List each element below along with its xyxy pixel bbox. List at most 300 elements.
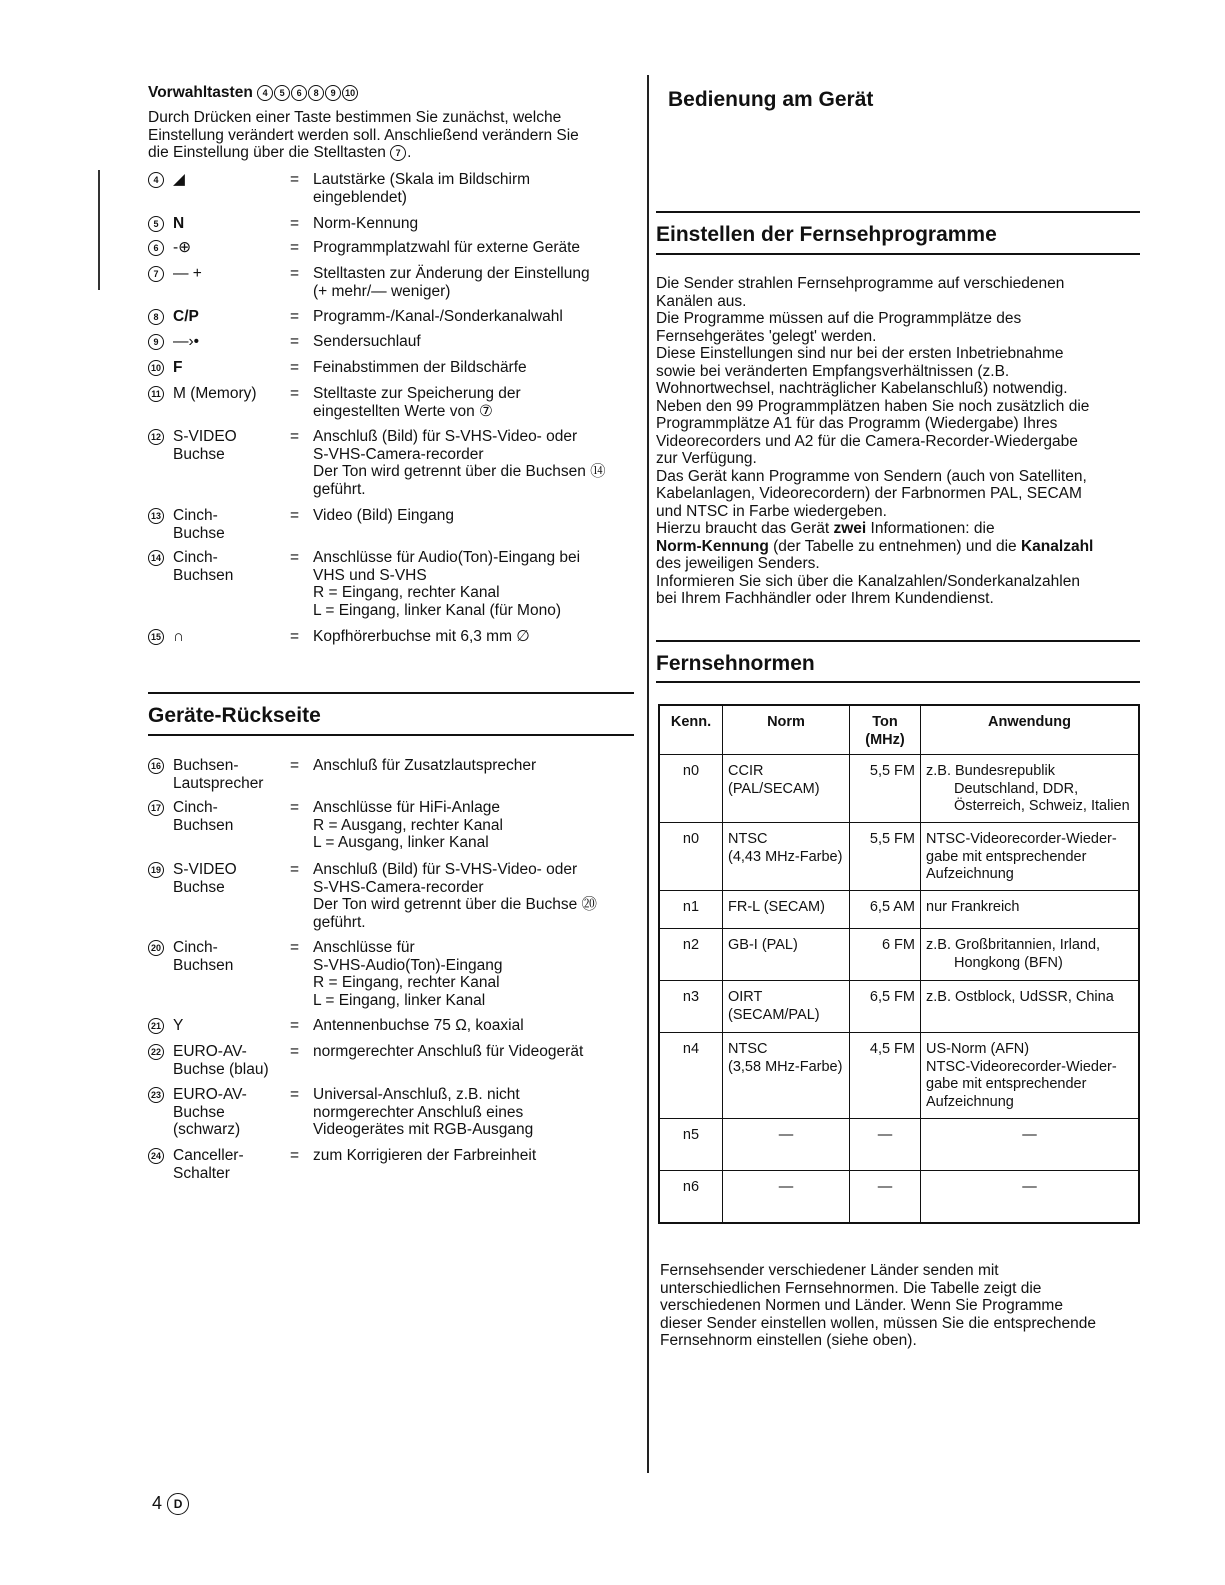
- control-number: 17: [148, 800, 164, 816]
- control-label: [173, 939, 233, 974]
- control-label: [173, 549, 233, 584]
- control-description: [313, 1086, 638, 1139]
- control-key: [148, 1086, 288, 1139]
- cell-norm: [723, 823, 850, 891]
- cell-line: Aufzeichnung: [926, 1093, 1014, 1110]
- cell-line: z.B. Großbritannien, Irland,: [926, 937, 1101, 953]
- control-label-line: Buchsen: [173, 816, 234, 834]
- margin-mark: [98, 170, 100, 290]
- cell-line: nur Frankreich: [926, 899, 1020, 915]
- control-key: [148, 939, 288, 974]
- control-label: [173, 359, 182, 377]
- equals-sign: =: [290, 757, 300, 774]
- cell-anwendung: [921, 1171, 1140, 1223]
- table-row: [659, 1033, 1139, 1119]
- table-row: [659, 1171, 1139, 1223]
- control-label: [173, 507, 225, 542]
- control-label: [173, 333, 199, 351]
- description-line: L = Ausgang, linker Kanal: [313, 834, 489, 851]
- circled-number: 8: [308, 85, 324, 101]
- control-label-line: C/P: [173, 308, 199, 325]
- einstellen-line: Diese Einstellungen sind nur bei der ersten Inbetriebnahme: [656, 345, 1064, 362]
- control-number: 24: [148, 1148, 164, 1164]
- cell-line: Österreich, Schweiz, Italien: [954, 798, 1130, 814]
- control-number-wrap: [148, 171, 173, 189]
- control-number: 9: [148, 334, 164, 350]
- table-row: [659, 1119, 1139, 1171]
- control-description: [313, 385, 638, 420]
- control-label: [173, 757, 263, 792]
- control-number-wrap: [148, 549, 173, 567]
- vorwahl-heading: [148, 84, 359, 102]
- cell-line: Deutschland, DDR,: [954, 780, 1079, 797]
- control-number-wrap: [148, 385, 173, 403]
- cell-kenn: n0: [659, 823, 723, 891]
- control-label-line: N: [173, 215, 185, 232]
- control-description: [313, 861, 638, 931]
- cell-kenn: n2: [659, 929, 723, 981]
- cell-anwendung: [921, 929, 1140, 981]
- cell-line: z.B. Bundesrepublik: [926, 763, 1055, 779]
- control-number: 16: [148, 758, 164, 774]
- control-key: [148, 628, 288, 646]
- einstellen-line: Programmplätze A1 für das Programm (Wiedergabe) Ihres: [656, 415, 1058, 432]
- description-line: Stelltasten zur Änderung der Einstellung: [313, 265, 590, 282]
- control-label: [173, 215, 184, 233]
- description-line: Anschlüsse für Audio(Ton)-Eingang bei: [313, 549, 581, 566]
- cell-anwendung: [921, 1119, 1140, 1171]
- vorwahl-circles: [257, 84, 359, 101]
- cell-ton: 6 FM: [850, 929, 921, 981]
- control-number: 19: [148, 862, 164, 878]
- control-number-wrap: [148, 359, 173, 377]
- control-label-line: EURO-AV-: [173, 1043, 247, 1060]
- control-number: 12: [148, 429, 164, 445]
- description-line: Universal-Anschluß, z.B. nicht: [313, 1086, 520, 1103]
- cell-line: (PAL/SECAM): [728, 780, 820, 797]
- control-label-line: S-VIDEO: [173, 428, 237, 445]
- equals-sign: =: [290, 1147, 300, 1164]
- equals-sign: =: [290, 1043, 300, 1060]
- description-line: Antennenbuchse 75 Ω, koaxial: [313, 1017, 524, 1034]
- cell-line: gabe mit entsprechender: [926, 848, 1087, 865]
- description-line: Norm-Kennung: [313, 215, 419, 232]
- cell-line: Aufzeichnung: [926, 866, 1014, 882]
- control-description: [313, 265, 638, 300]
- cell-line: CCIR: [728, 763, 764, 779]
- control-description: [313, 1043, 638, 1061]
- einstellen-line: und NTSC in Farbe wiedergeben.: [656, 502, 887, 520]
- control-key: [148, 799, 288, 834]
- control-description: [313, 1017, 638, 1035]
- vorwahl-intro: [148, 109, 634, 162]
- einstellen-line: Kanälen aus.: [656, 292, 747, 310]
- control-label-line: Buchse: [173, 445, 225, 463]
- header-anwendung: Anwendung: [921, 705, 1140, 755]
- circled-number: 5: [274, 85, 290, 101]
- hierzu-text: Informationen: die: [866, 520, 995, 537]
- hierzu-line: [656, 520, 1142, 538]
- description-line: Feinabstimmen der Bildschärfe: [313, 359, 527, 376]
- cell-line: gabe mit entsprechender: [926, 1076, 1087, 1092]
- einstellen-title: Einstellen der Fernsehprogramme: [656, 223, 997, 246]
- cell-line: NTSC-Videorecorder-Wieder-: [926, 831, 1117, 847]
- control-label-line: Cinch-: [173, 507, 218, 524]
- table-row: [659, 823, 1139, 891]
- cell-anwendung: [921, 981, 1140, 1033]
- control-label-line: Cinch-: [173, 549, 218, 566]
- circled-number: 9: [325, 85, 341, 101]
- cell-ton: 5,5 FM: [850, 755, 921, 823]
- circled-number: 4: [257, 85, 273, 101]
- control-key: [148, 265, 288, 283]
- section-rule: [656, 681, 1140, 683]
- description-line: zum Korrigieren der Farbreinheit: [313, 1147, 537, 1164]
- cell-kenn: n0: [659, 755, 723, 823]
- description-line: geführt.: [313, 913, 366, 931]
- vorwahl-heading-text: Vorwahltasten: [148, 84, 253, 101]
- control-number: 23: [148, 1087, 164, 1103]
- einstellen-line: Die Programme müssen auf die Programmplätze des: [656, 310, 1022, 327]
- control-label-line: S-VIDEO: [173, 861, 237, 878]
- equals-sign: =: [290, 428, 300, 445]
- control-label: [173, 171, 185, 189]
- description-line: Der Ton wird getrennt über die Buchse ⑳: [313, 896, 598, 913]
- description-line: R = Eingang, rechter Kanal: [313, 584, 500, 601]
- cell-kenn: n1: [659, 891, 723, 929]
- description-line: (+ mehr/— weniger): [313, 282, 451, 300]
- einstellen-line: Die Sender strahlen Fernsehprogramme auf verschiedenen: [656, 275, 1065, 292]
- control-key: [148, 1017, 288, 1035]
- control-label-line: Buchsen: [173, 566, 234, 584]
- cell-ton: 6,5 FM: [850, 981, 921, 1033]
- control-key: [148, 1043, 288, 1078]
- control-description: [313, 507, 638, 525]
- control-label: [173, 861, 237, 896]
- norms-table: [658, 704, 1140, 1224]
- control-key: [148, 308, 288, 326]
- control-number-wrap: [148, 265, 173, 283]
- header-ton-line: Ton: [872, 714, 898, 730]
- cell-norm: [723, 755, 850, 823]
- control-number: 4: [148, 172, 164, 188]
- description-line: Programmplatzwahl für externe Geräte: [313, 239, 581, 256]
- page-number: [152, 1493, 190, 1515]
- control-key: [148, 757, 288, 792]
- control-number-wrap: [148, 1017, 173, 1035]
- control-label-line: Lautsprecher: [173, 774, 264, 792]
- description-line: Anschlüsse für: [313, 939, 415, 956]
- header-norm: Norm: [723, 705, 850, 755]
- description-line: S-VHS-Camera-recorder: [313, 878, 484, 896]
- description-line: eingeblendet): [313, 188, 407, 206]
- description-line: Sendersuchlauf: [313, 333, 421, 350]
- equals-sign: =: [290, 333, 300, 350]
- control-key: [148, 333, 288, 351]
- intro-line: Einstellung verändert werden soll. Anschließend verändern Sie: [148, 126, 579, 144]
- table-header-row: [659, 705, 1139, 755]
- jeweil-line: des jeweiligen Senders.: [656, 555, 820, 572]
- cell-norm: [723, 1119, 850, 1171]
- control-number-wrap: [148, 861, 173, 879]
- control-label-line: Buchsen-: [173, 757, 239, 774]
- control-label-line: ◢: [173, 171, 185, 188]
- control-number: 10: [148, 360, 164, 376]
- table-row: [659, 755, 1139, 823]
- cell-norm: [723, 929, 850, 981]
- control-label-line: Buchse: [173, 878, 225, 896]
- description-line: Videogerätes mit RGB-Ausgang: [313, 1121, 534, 1138]
- closing-line: verschiedenen Normen und Länder. Wenn Sie Programme: [660, 1297, 1063, 1314]
- cell-line: GB-I (PAL): [728, 937, 798, 953]
- cell-anwendung: [921, 891, 1140, 929]
- control-number-wrap: [148, 333, 173, 351]
- control-key: [148, 428, 288, 463]
- description-line: Anschlüsse für HiFi-Anlage: [313, 799, 500, 816]
- description-line: Anschluß für Zusatzlautsprecher: [313, 757, 537, 774]
- intro-line-text: die Einstellung über die Stelltasten: [148, 144, 386, 161]
- einstellen-line: Kabelanlagen, Videorecordern) der Farbnormen PAL, SECAM: [656, 485, 1082, 502]
- control-key: [148, 215, 288, 233]
- cell-kenn: n5: [659, 1119, 723, 1171]
- section-rule: [656, 253, 1140, 255]
- control-description: [313, 939, 638, 1009]
- control-label-line: — +: [173, 265, 202, 282]
- control-key: [148, 861, 288, 896]
- control-number: 13: [148, 508, 164, 524]
- control-label-line: Buchse: [173, 524, 225, 542]
- norm-text: (der Tabelle zu entnehmen) und die: [768, 537, 1021, 555]
- cell-line: z.B. Ostblock, UdSSR, China: [926, 989, 1114, 1005]
- cell-kenn: n4: [659, 1033, 723, 1119]
- header-ton: [850, 705, 921, 755]
- control-label-line: EURO-AV-: [173, 1086, 247, 1103]
- closing-line: unterschiedlichen Fernsehnormen. Die Tabelle zeigt die: [660, 1279, 1042, 1297]
- control-number: 22: [148, 1044, 164, 1060]
- table-row: [659, 929, 1139, 981]
- cell-ton: 4,5 FM: [850, 1033, 921, 1119]
- control-key: [148, 239, 288, 257]
- equals-sign: =: [290, 939, 300, 956]
- info-line: Informieren Sie sich über die Kanalzahlen/Sonderkanalzahlen: [656, 572, 1080, 590]
- control-label: [173, 1043, 269, 1078]
- cell-line: NTSC-Videorecorder-Wieder-: [926, 1058, 1117, 1075]
- kanal-bold: Kanalzahl: [1020, 537, 1094, 555]
- control-label: [173, 385, 257, 403]
- norm-line: [656, 538, 1142, 556]
- section-rule: [656, 211, 1140, 213]
- description-line: Programm-/Kanal-/Sonderkanalwahl: [313, 308, 563, 325]
- description-line: Der Ton wird getrennt über die Buchsen ⑭: [313, 463, 606, 480]
- cell-line: —: [778, 1127, 794, 1143]
- control-number: 5: [148, 216, 164, 232]
- control-number: 8: [148, 309, 164, 325]
- control-label-line: -⊕: [173, 239, 192, 256]
- control-label-line: F: [173, 359, 183, 376]
- control-label-line: ∩: [173, 628, 185, 645]
- equals-sign: =: [290, 549, 300, 566]
- description-line: S-VHS-Camera-recorder: [313, 445, 484, 463]
- description-line: Stelltaste zur Speicherung der: [313, 385, 521, 402]
- closing-paragraph: [660, 1262, 1146, 1350]
- description-line: R = Eingang, rechter Kanal: [313, 974, 500, 991]
- bedienung-title: Bedienung am Gerät: [668, 88, 874, 111]
- einstellen-line: Neben den 99 Programmplätzen haben Sie noch zusätzlich die: [656, 397, 1090, 415]
- description-line: Video (Bild) Eingang: [313, 507, 455, 524]
- cell-anwendung: [921, 823, 1140, 891]
- equals-sign: =: [290, 265, 300, 282]
- table-row: [659, 891, 1139, 929]
- equals-sign: =: [290, 239, 300, 256]
- control-number: 7: [148, 266, 164, 282]
- control-number: 15: [148, 629, 164, 645]
- table-row: [659, 981, 1139, 1033]
- hierzu-bold: zwei: [833, 520, 867, 537]
- description-line: VHS und S-VHS: [313, 566, 427, 584]
- control-key: [148, 171, 288, 189]
- control-description: [313, 799, 638, 852]
- hierzu-text: Hierzu braucht das Gerät: [656, 520, 834, 537]
- cell-kenn: n6: [659, 1171, 723, 1223]
- normen-title: Fernsehnormen: [656, 652, 815, 675]
- circled-number: 6: [291, 85, 307, 101]
- control-number: 11: [148, 386, 164, 402]
- cell-line: US-Norm (AFN): [926, 1041, 1030, 1057]
- header-kenn: Kenn.: [659, 705, 723, 755]
- control-number-wrap: [148, 308, 173, 326]
- cell-line: (3,58 MHz-Farbe): [728, 1058, 843, 1075]
- header-ton-line: (MHz): [865, 731, 905, 748]
- section-rule: [148, 734, 634, 736]
- control-description: [313, 308, 638, 326]
- cell-ton: —: [850, 1171, 921, 1223]
- control-number-wrap: [148, 939, 173, 957]
- intro-line: Durch Drücken einer Taste bestimmen Sie zunächst, welche: [148, 109, 562, 126]
- cell-line: —: [778, 1179, 794, 1195]
- norm-bold: Norm-Kennung: [656, 537, 769, 555]
- equals-sign: =: [290, 308, 300, 325]
- equals-sign: =: [290, 171, 300, 188]
- control-label-line: M (Memory): [173, 385, 257, 402]
- control-number-wrap: [148, 1147, 173, 1165]
- control-description: [313, 215, 638, 233]
- description-line: Kopfhörerbuchse mit 6,3 mm ∅: [313, 628, 530, 645]
- control-number-wrap: [148, 1043, 173, 1061]
- control-number: 20: [148, 940, 164, 956]
- closing-line: dieser Sender einstellen wollen, müssen Sie die entsprechende: [660, 1314, 1096, 1332]
- description-line: S-VHS-Audio(Ton)-Eingang: [313, 956, 503, 974]
- einstellen-line: zur Verfügung.: [656, 450, 757, 467]
- cell-norm: [723, 1171, 850, 1223]
- intro-line: die Einstellung über die Stelltasten 7 .: [148, 144, 412, 161]
- equals-sign: =: [290, 385, 300, 402]
- control-label: [173, 1086, 247, 1139]
- cell-line: (SECAM/PAL): [728, 1006, 820, 1023]
- description-line: eingestellten Werte von ⑦: [313, 402, 493, 420]
- control-number-wrap: [148, 1086, 173, 1104]
- equals-sign: =: [290, 215, 300, 232]
- control-number-wrap: [148, 507, 173, 525]
- control-label-line: Buchse (blau): [173, 1060, 269, 1078]
- closing-line: Fernsehnorm einstellen (siehe oben).: [660, 1332, 917, 1349]
- cell-anwendung: [921, 1033, 1140, 1119]
- equals-sign: =: [290, 1017, 300, 1034]
- equals-sign: =: [290, 799, 300, 816]
- control-label-line: —›•: [173, 333, 200, 350]
- description-line: R = Ausgang, rechter Kanal: [313, 816, 503, 834]
- control-description: [313, 549, 638, 619]
- page-number-text: 4: [152, 1493, 163, 1513]
- closing-line: Fernsehsender verschiedener Länder senden mit: [660, 1262, 999, 1279]
- control-label: [173, 428, 237, 463]
- control-description: [313, 1147, 638, 1165]
- control-number-wrap: [148, 628, 173, 646]
- ruckseite-title: Geräte-Rückseite: [148, 704, 321, 727]
- control-number-wrap: [148, 428, 173, 446]
- control-label: [173, 628, 184, 646]
- equals-sign: =: [290, 507, 300, 524]
- description-line: Anschluß (Bild) für S-VHS-Video- oder: [313, 861, 578, 878]
- table-body: [659, 755, 1139, 1223]
- cell-ton: 5,5 FM: [850, 823, 921, 891]
- control-number-wrap: [148, 799, 173, 817]
- control-description: [313, 239, 638, 257]
- cell-line: —: [1022, 1179, 1037, 1195]
- control-key: [148, 1147, 288, 1182]
- cell-ton: 6,5 AM: [850, 891, 921, 929]
- equals-sign: =: [290, 628, 300, 645]
- control-label: [173, 308, 199, 326]
- cell-line: OIRT: [728, 989, 763, 1005]
- control-number: 14: [148, 550, 164, 566]
- cell-ton: —: [850, 1119, 921, 1171]
- control-label-line: Y: [173, 1017, 184, 1034]
- cell-norm: [723, 981, 850, 1033]
- control-description: [313, 628, 638, 646]
- cell-norm: [723, 891, 850, 929]
- control-description: [313, 333, 638, 351]
- equals-sign: =: [290, 359, 300, 376]
- control-label-line: Buchse: [173, 1103, 225, 1121]
- cell-line: FR-L (SECAM): [728, 899, 825, 915]
- control-key: [148, 359, 288, 377]
- control-number-wrap: [148, 239, 173, 257]
- description-line: geführt.: [313, 480, 366, 498]
- cell-line: Hongkong (BFN): [954, 954, 1063, 971]
- control-key: [148, 507, 288, 542]
- control-key: [148, 549, 288, 584]
- description-line: normgerechter Anschluß für Videogerät: [313, 1043, 584, 1060]
- control-label: [173, 265, 202, 283]
- circled-number: 10: [342, 85, 358, 101]
- cell-line: —: [1022, 1127, 1037, 1143]
- cell-line: NTSC: [728, 1041, 768, 1057]
- control-key: [148, 385, 288, 403]
- equals-sign: =: [290, 1086, 300, 1103]
- cell-line: (4,43 MHz-Farbe): [728, 848, 843, 865]
- control-label: [173, 239, 191, 257]
- control-label-line: Buchsen: [173, 956, 234, 974]
- language-badge: D: [167, 1493, 189, 1515]
- equals-sign: =: [290, 861, 300, 878]
- info-line: bei Ihrem Fachhändler oder Ihrem Kundendienst.: [656, 590, 994, 607]
- einstellen-line: Wohnortwechsel, nachträglicher Kabelanschluß) notwendig.: [656, 380, 1068, 397]
- control-label: [173, 1017, 183, 1035]
- control-description: [313, 428, 638, 498]
- control-label-line: Cinch-: [173, 799, 218, 816]
- cell-line: NTSC: [728, 831, 768, 847]
- einstellen-body: [656, 275, 1142, 608]
